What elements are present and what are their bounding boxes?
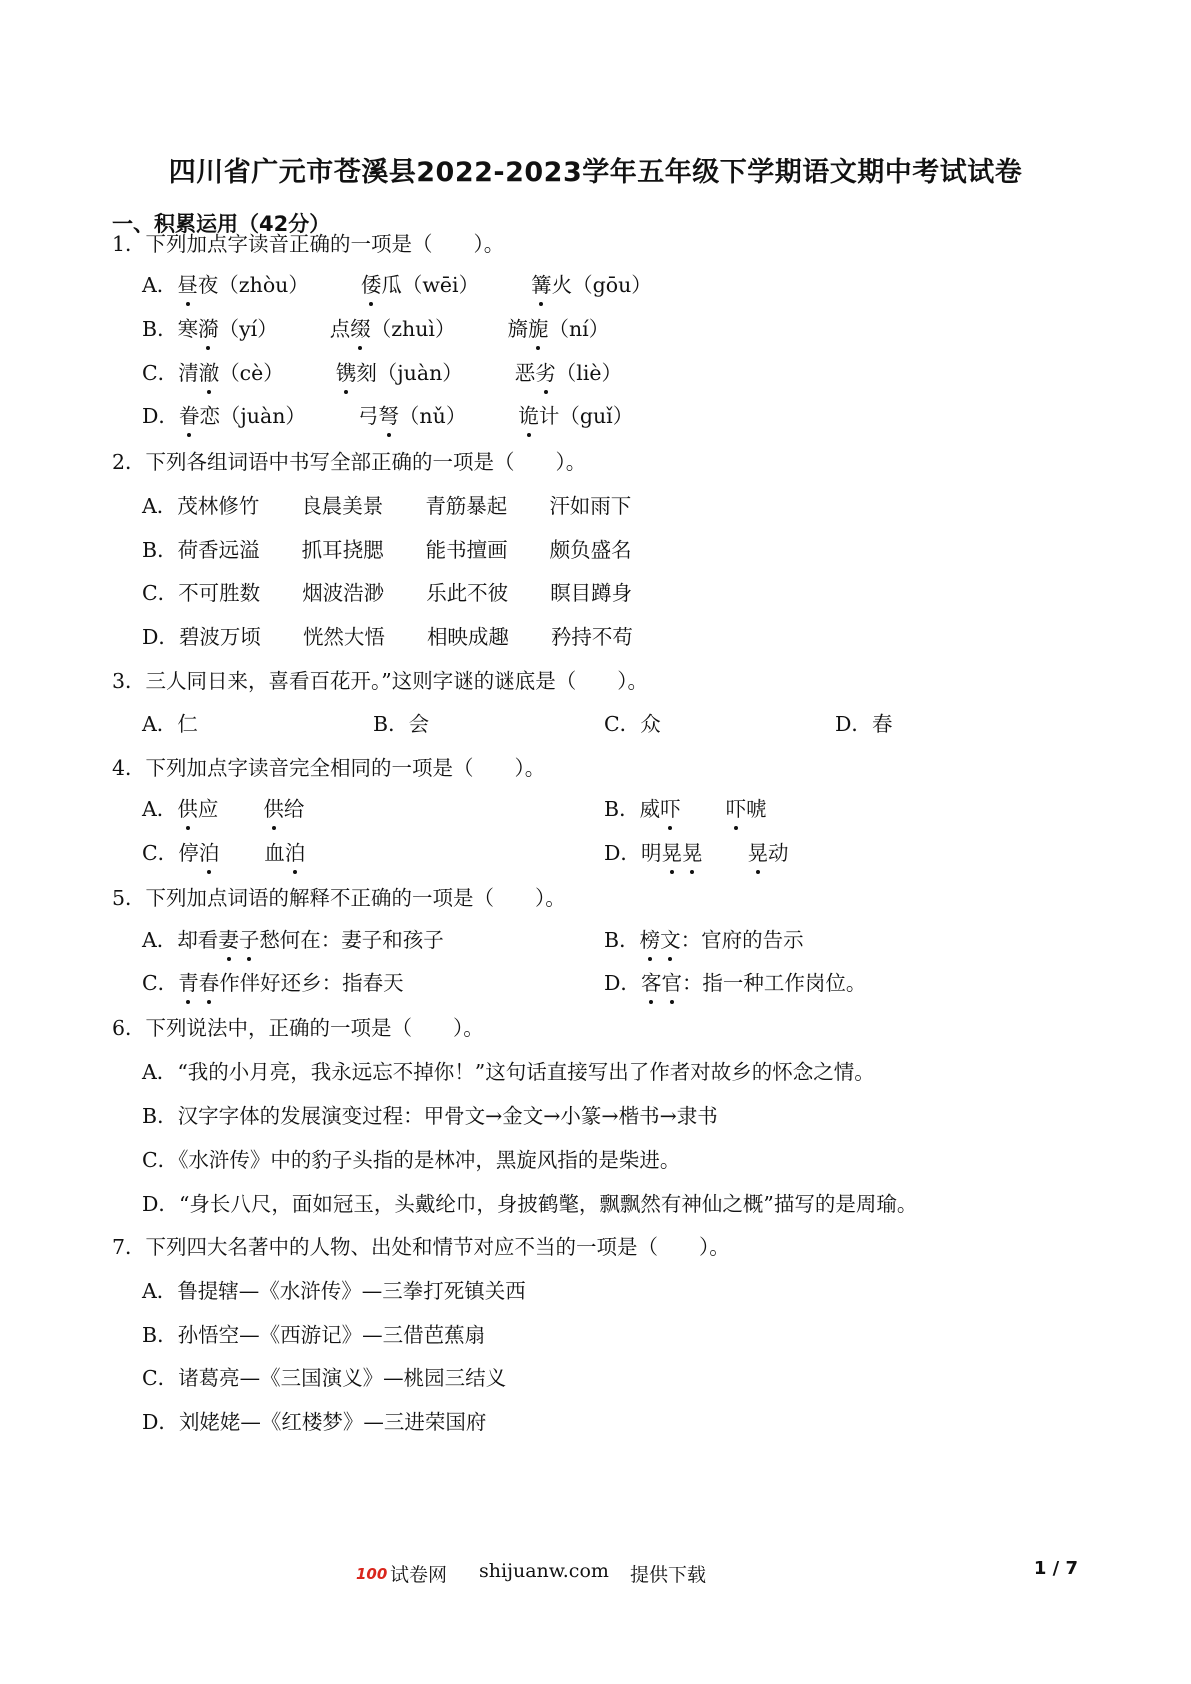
- question-6: 6．下列说法中，正确的一项是（ ）。: [112, 1016, 484, 1040]
- footer-domain[interactable]: shijuanw.com: [479, 1560, 609, 1582]
- option-5a[interactable]: A．却看妻子愁何在：妻子和孩子: [142, 928, 444, 952]
- footer-site-name: 试卷网: [390, 1564, 448, 1586]
- section-heading: 一、积累运用（42分）: [112, 212, 331, 236]
- option-1c[interactable]: C．清澈（cè） 镌刻（juàn） 恶劣（liè）: [142, 361, 623, 385]
- option-5b[interactable]: B．榜文：官府的告示: [604, 928, 804, 952]
- site-logo-icon: [356, 1562, 388, 1584]
- option-7b[interactable]: B．孙悟空—《西游记》—三借芭蕉扇: [142, 1323, 486, 1347]
- question-7: 7．下列四大名著中的人物、出处和情节对应不当的一项是（ ）。: [112, 1235, 730, 1259]
- question-2: 2．下列各组词语中书写全部正确的一项是（ ）。: [112, 450, 587, 474]
- option-3c[interactable]: C．众: [604, 712, 661, 736]
- option-1a[interactable]: A．昼夜（zhòu） 倭瓜（wēi） 篝火（gōu）: [142, 273, 652, 297]
- option-6b[interactable]: B．汉字字体的发展演变过程：甲骨文→金文→小篆→楷书→隶书: [142, 1104, 718, 1128]
- question-4: 4．下列加点字读音完全相同的一项是（ ）。: [112, 756, 546, 780]
- option-4d[interactable]: D．明晃晃 晃动: [604, 841, 789, 865]
- option-5c[interactable]: C．青春作伴好还乡：指春天: [142, 971, 404, 995]
- option-5d[interactable]: D．客官：指一种工作岗位。: [604, 971, 867, 995]
- option-4a[interactable]: A．供应 供给: [142, 797, 305, 821]
- footer-note: 提供下载: [630, 1564, 707, 1586]
- option-1d[interactable]: D．眷恋（juàn） 弓弩（nǔ） 诡计（guǐ）: [142, 404, 634, 428]
- option-4b[interactable]: B．威吓 吓唬: [604, 797, 767, 821]
- option-2b[interactable]: B．荷香远溢 抓耳挠腮 能书擅画 颇负盛名: [142, 538, 632, 562]
- option-6c[interactable]: C．《水浒传》中的豹子头指的是林冲，黑旋风指的是柴进。: [142, 1148, 681, 1172]
- option-2a[interactable]: A．茂林修竹 良晨美景 青筋暴起 汗如雨下: [142, 494, 632, 518]
- option-7a[interactable]: A．鲁提辖—《水浒传》—三拳打死镇关西: [142, 1279, 526, 1303]
- option-1b[interactable]: B．寒漪（yí） 点缀（zhuì） 旖旎（ní）: [142, 317, 610, 341]
- option-3b[interactable]: B．会: [373, 712, 430, 736]
- option-6a[interactable]: A．“我的小月亮，我永远忘不掉你！”这句话直接写出了作者对故乡的怀念之情。: [142, 1060, 875, 1084]
- page-number: 1 / 7: [1033, 1558, 1078, 1579]
- option-2d[interactable]: D．碧波万顷 恍然大悟 相映成趣 矜持不苟: [142, 625, 633, 649]
- option-7d[interactable]: D．刘姥姥—《红楼梦》—三进荣国府: [142, 1410, 487, 1434]
- option-6d[interactable]: D．“身长八尺，面如冠玉，头戴纶巾，身披鹤氅，飘飘然有神仙之概”描写的是周瑜。: [142, 1192, 918, 1216]
- question-1: 1．下列加点字读音正确的一项是（ ）。: [112, 232, 505, 256]
- site-logo-text: 100: [356, 1565, 388, 1583]
- option-3d[interactable]: D．春: [835, 712, 893, 736]
- option-4c[interactable]: C．停泊 血泊: [142, 841, 306, 865]
- question-5: 5．下列加点词语的解释不正确的一项是（ ）。: [112, 886, 566, 910]
- option-7c[interactable]: C．诸葛亮—《三国演义》—桃园三结义: [142, 1366, 507, 1390]
- option-2c[interactable]: C．不可胜数 烟波浩渺 乐此不彼 瞑目蹲身: [142, 581, 633, 605]
- question-3: 3．三人同日来，喜看百花开。”这则字谜的谜底是（ ）。: [112, 669, 649, 693]
- page-title: 四川省广元市苍溪县2022-2023学年五年级下学期语文期中考试试卷: [168, 157, 1023, 188]
- option-3a[interactable]: A．仁: [142, 712, 198, 736]
